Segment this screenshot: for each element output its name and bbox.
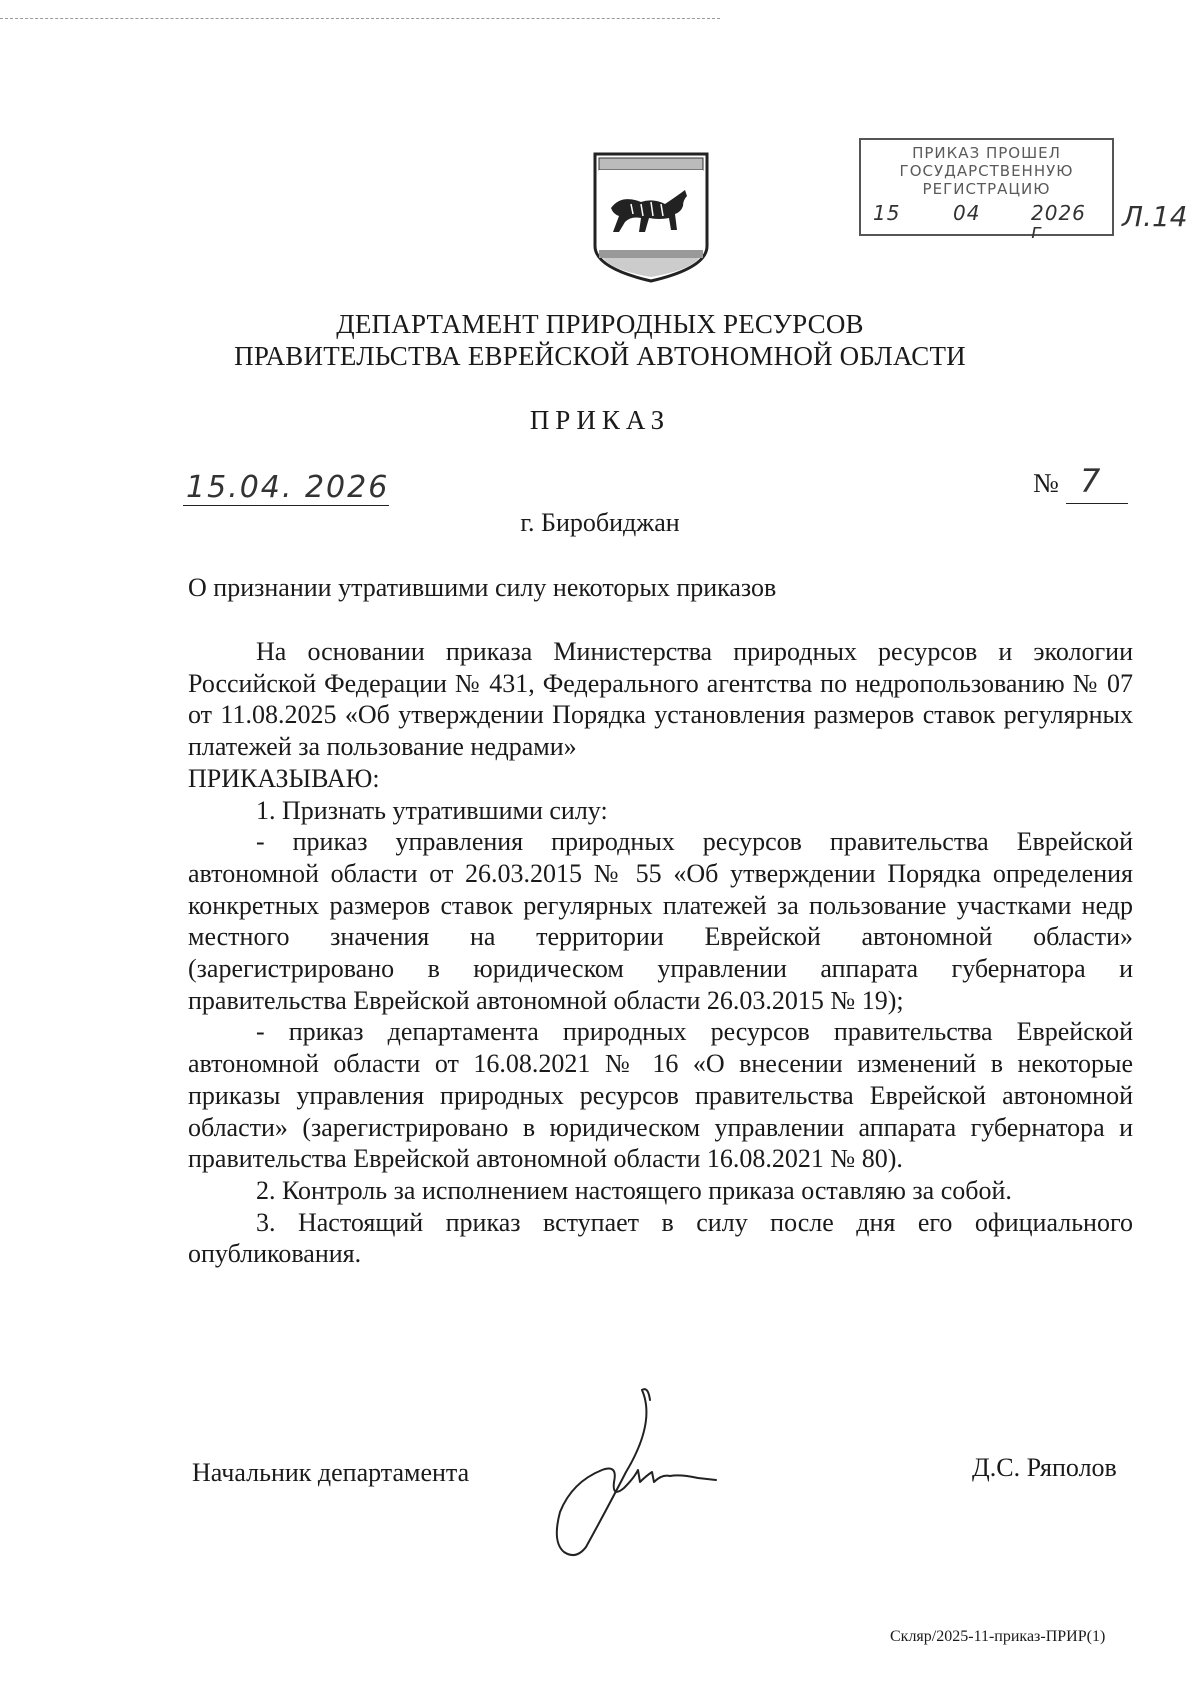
department-line-2: ПРАВИТЕЛЬСТВА ЕВРЕЙСКОЙ АВТОНОМНОЙ ОБЛАСТИ: [234, 341, 966, 371]
registration-stamp: [859, 138, 1114, 243]
stamp-year: 2026 г: [1031, 201, 1086, 243]
document-subject: О признании утратившими силу некоторых приказов: [188, 573, 777, 602]
item-1b: - приказ департамента природных ресурсов правительства Еврейской автономной области от 16.08.2021 № 16 «О внесении изменений в некоторые приказы управления природных ресурсов правительства Еврейской автономной области» (зарегистрировано в юридическом управлении аппарата губернатора и правительства Еврейской автономной области 16.08.2021 № 80).: [188, 1017, 1133, 1174]
item-3: 3. Настоящий приказ вступает в силу после дня его официального опубликования.: [188, 1207, 1133, 1269]
handwritten-date: 15.04. 2026: [186, 470, 390, 505]
scan-edge-line: [0, 18, 720, 20]
preamble-paragraph: На основании приказа Министерства природных ресурсов и экологии Российской Федерации № 431, Федерального агентства по недропользованию № 07 от 11.08.2025 «Об утверждении Порядка установления размеров ставок регулярных платежей за пользование недрами»: [188, 637, 1133, 762]
item-2: 2. Контроль за исполнением настоящего приказа оставляю за собой.: [256, 1175, 1012, 1205]
coat-of-arms-emblem: [591, 150, 711, 285]
stamp-day: 15: [873, 201, 901, 225]
document-footer-code: Скляр/2025-11-приказ-ПРИР(1): [890, 1628, 1106, 1645]
number-label: №: [1033, 468, 1059, 498]
document-body: [188, 636, 1133, 1270]
item-1: 1. Признать утратившими силу:: [256, 795, 608, 825]
stamp-line-2: ГОСУДАРСТВЕННУЮ: [899, 162, 1074, 180]
city: г. Биробиджан: [520, 508, 680, 537]
stamp-line-3: РЕГИСТРАЦИЮ: [922, 180, 1051, 198]
stamp-initials: Л.14: [1122, 200, 1188, 233]
item-1a: - приказ управления природных ресурсов правительства Еврейской автономной области от 26.03.2015 № 55 «Об утверждении Порядка определения конкретных размеров ставок регулярных платежей за пользование участками недр местного значения на территории Еврейской автономной области» (зарегистрировано в юридическом управлении аппарата губернатора и правительства Еврейской автономной области 26.03.2015 № 19);: [188, 827, 1133, 1015]
stamp-line-1: ПРИКАЗ ПРОШЕЛ: [912, 144, 1061, 162]
signatory-title: Начальник департамента: [192, 1458, 470, 1487]
handwritten-number: 7: [1080, 462, 1101, 500]
handwritten-signature: [530, 1382, 720, 1562]
order-word: ПРИКАЗЫВАЮ:: [188, 763, 380, 793]
signatory-name: Д.С. Ряполов: [972, 1453, 1117, 1482]
document-type-title: ПРИКАЗ: [529, 405, 671, 435]
department-line-1: ДЕПАРТАМЕНТ ПРИРОДНЫХ РЕСУРСОВ: [336, 309, 864, 339]
stamp-date: [869, 201, 1104, 243]
stamp-month: 04: [953, 201, 981, 225]
date-underline: [183, 505, 389, 506]
number-underline: [1066, 503, 1128, 504]
